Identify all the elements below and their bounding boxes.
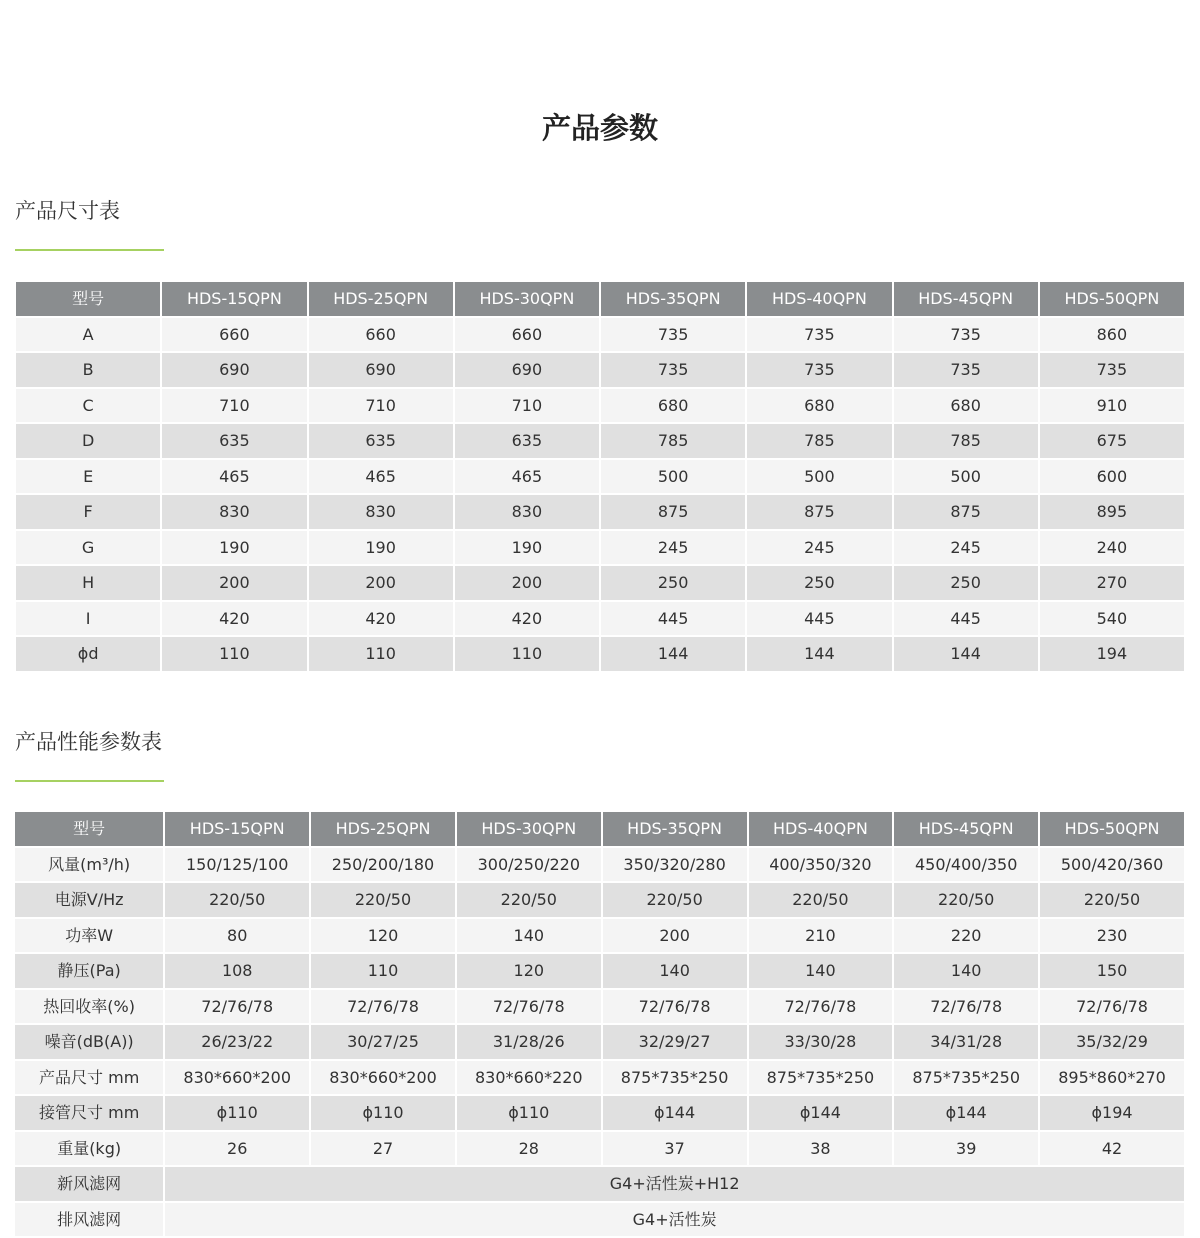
table-cell: 250 [747,566,891,600]
table-cell: 445 [894,602,1038,636]
table-cell: 110 [309,637,453,671]
table-cell: 190 [455,531,599,565]
table-cell: 200 [603,919,747,953]
row-label-cell: 新风滤网 [15,1167,163,1201]
table-cell: 72/76/78 [165,990,309,1024]
row-label-cell: ϕd [16,637,160,671]
table-cell: 37 [603,1132,747,1166]
table-cell: 230 [1040,919,1184,953]
table-cell: 32/29/27 [603,1025,747,1059]
header-cell: HDS-15QPN [162,282,306,316]
table-cell: 140 [749,954,893,988]
header-cell: HDS-50QPN [1040,282,1184,316]
table-cell: 540 [1040,602,1184,636]
table-cell: 500 [747,460,891,494]
table-cell: 680 [894,389,1038,423]
table-cell: 675 [1040,424,1184,458]
table-cell: 72/76/78 [749,990,893,1024]
table-cell: ϕ144 [894,1096,1038,1130]
table-cell: 120 [457,954,601,988]
table-row [16,566,1184,600]
row-label-cell: E [16,460,160,494]
row-label-cell: 风量(m³/h) [15,848,163,882]
table-row [15,1132,1184,1166]
table-cell: 110 [162,637,306,671]
table-cell: 150 [1040,954,1184,988]
table-cell: 735 [1040,353,1184,387]
header-cell: HDS-25QPN [309,282,453,316]
table-cell: 194 [1040,637,1184,671]
table-cell: 140 [457,919,601,953]
table-cell: 710 [455,389,599,423]
header-cell: HDS-50QPN [1040,812,1184,846]
table-cell: 875*735*250 [749,1061,893,1095]
section-title-dimensions: 产品尺寸表 [15,199,120,223]
table-cell: 140 [603,954,747,988]
table-cell: 830 [455,495,599,529]
table-cell: 420 [162,602,306,636]
table-cell: 690 [455,353,599,387]
table-row [16,460,1184,494]
row-label-cell: 排风滤网 [15,1203,163,1237]
table-cell: 875 [894,495,1038,529]
row-label-cell: 重量(kg) [15,1132,163,1166]
table-cell: 35/32/29 [1040,1025,1184,1059]
performance-table [13,810,1186,1238]
table-cell: 72/76/78 [311,990,455,1024]
table-cell: 31/28/26 [457,1025,601,1059]
table-cell: 710 [309,389,453,423]
table-cell: 34/31/28 [894,1025,1038,1059]
table-cell: 500 [894,460,1038,494]
table-row [15,1061,1184,1095]
table-row [15,1096,1184,1130]
table-cell: 910 [1040,389,1184,423]
table-cell: 200 [455,566,599,600]
table-cell: 220/50 [165,883,309,917]
table-cell: 895 [1040,495,1184,529]
table-row [16,424,1184,458]
section-title-performance: 产品性能参数表 [15,730,162,754]
table-cell: 445 [747,602,891,636]
table-cell: 220/50 [894,883,1038,917]
table-cell: ϕ110 [165,1096,309,1130]
table-cell: 33/30/28 [749,1025,893,1059]
dimensions-table [14,280,1186,673]
table-cell: 690 [309,353,453,387]
table-cell: 420 [455,602,599,636]
table-cell: 144 [747,637,891,671]
table-cell: 30/27/25 [311,1025,455,1059]
table-row [15,1025,1184,1059]
table-cell: 140 [894,954,1038,988]
table-cell: 200 [309,566,453,600]
row-label-cell: D [16,424,160,458]
table-cell: 830*660*200 [311,1061,455,1095]
table-row [16,495,1184,529]
section-underline-performance [15,780,164,782]
table-cell: 735 [894,353,1038,387]
table-cell: 785 [747,424,891,458]
table-cell: ϕ110 [457,1096,601,1130]
table-cell: 735 [747,318,891,352]
table-cell: 445 [601,602,745,636]
table-cell: 465 [162,460,306,494]
table-cell: 875 [601,495,745,529]
header-cell: HDS-30QPN [457,812,601,846]
table-cell: 465 [309,460,453,494]
table-cell: 710 [162,389,306,423]
table-cell: 72/76/78 [1040,990,1184,1024]
row-label-cell: 噪音(dB(A)) [15,1025,163,1059]
section-underline-dimensions [15,249,164,251]
table-cell: 270 [1040,566,1184,600]
table-cell: 72/76/78 [894,990,1038,1024]
table-cell: 190 [309,531,453,565]
table-cell: 42 [1040,1132,1184,1166]
table-cell: 830*660*220 [457,1061,601,1095]
row-label-cell: G [16,531,160,565]
header-cell: 型号 [16,282,160,316]
table-cell: 250/200/180 [311,848,455,882]
table-cell: 450/400/350 [894,848,1038,882]
table-cell: 144 [894,637,1038,671]
header-cell: HDS-45QPN [894,812,1038,846]
table-cell: 220/50 [1040,883,1184,917]
table-row [15,883,1184,917]
page-title: 产品参数 [541,111,658,145]
table-cell: 500/420/360 [1040,848,1184,882]
table-cell: 220 [894,919,1038,953]
row-label-cell: B [16,353,160,387]
row-label-cell: C [16,389,160,423]
table-cell: ϕ194 [1040,1096,1184,1130]
table-cell: 110 [311,954,455,988]
table-cell: 680 [747,389,891,423]
table-cell: 660 [309,318,453,352]
table-cell: ϕ144 [749,1096,893,1130]
table-row [15,848,1184,882]
row-label-cell: A [16,318,160,352]
table-row [16,637,1184,671]
table-cell: 500 [601,460,745,494]
table-row [16,531,1184,565]
table-cell: 735 [601,318,745,352]
table-row [15,990,1184,1024]
table-row [16,602,1184,636]
table-cell: 250 [894,566,1038,600]
table-cell: 27 [311,1132,455,1166]
table-cell: 690 [162,353,306,387]
table-cell: 400/350/320 [749,848,893,882]
table-row-merged [15,1203,1184,1237]
table-cell: 860 [1040,318,1184,352]
table-cell: 875*735*250 [894,1061,1038,1095]
table-cell: 875*735*250 [603,1061,747,1095]
table-cell: 600 [1040,460,1184,494]
header-cell: HDS-15QPN [165,812,309,846]
header-cell: HDS-40QPN [749,812,893,846]
table-cell: 785 [894,424,1038,458]
table-row [16,318,1184,352]
table-cell: 660 [455,318,599,352]
table-row-merged [15,1167,1184,1201]
table-cell: 350/320/280 [603,848,747,882]
table-cell: 39 [894,1132,1038,1166]
row-label-cell: I [16,602,160,636]
table-cell: 72/76/78 [457,990,601,1024]
table-cell: 245 [894,531,1038,565]
table-cell: 190 [162,531,306,565]
table-cell: 80 [165,919,309,953]
table-cell: 420 [309,602,453,636]
table-cell: 110 [455,637,599,671]
table-cell: ϕ110 [311,1096,455,1130]
table-cell: 895*860*270 [1040,1061,1184,1095]
table-cell: 680 [601,389,745,423]
table-row [16,353,1184,387]
header-cell: HDS-45QPN [894,282,1038,316]
header-cell: HDS-35QPN [601,282,745,316]
table-cell: 245 [747,531,891,565]
table-cell: 220/50 [457,883,601,917]
table-cell: 150/125/100 [165,848,309,882]
merged-value-cell: G4+活性炭+H12 [165,1167,1184,1201]
table-cell: 72/76/78 [603,990,747,1024]
table-cell: 250 [601,566,745,600]
header-cell: HDS-30QPN [455,282,599,316]
table-header-row [16,282,1184,316]
table-cell: 245 [601,531,745,565]
table-cell: 26 [165,1132,309,1166]
row-label-cell: 电源V/Hz [15,883,163,917]
table-cell: 38 [749,1132,893,1166]
table-cell: 785 [601,424,745,458]
table-cell: 830*660*200 [165,1061,309,1095]
table-cell: ϕ144 [603,1096,747,1130]
row-label-cell: 静压(Pa) [15,954,163,988]
header-cell: HDS-25QPN [311,812,455,846]
table-cell: 144 [601,637,745,671]
table-cell: 210 [749,919,893,953]
table-cell: 735 [601,353,745,387]
table-cell: 735 [894,318,1038,352]
table-cell: 830 [309,495,453,529]
table-cell: 300/250/220 [457,848,601,882]
row-label-cell: 功率W [15,919,163,953]
table-cell: 635 [162,424,306,458]
table-cell: 635 [309,424,453,458]
table-cell: 830 [162,495,306,529]
table-row [15,919,1184,953]
table-cell: 200 [162,566,306,600]
table-cell: 635 [455,424,599,458]
header-cell: HDS-35QPN [603,812,747,846]
header-cell: HDS-40QPN [747,282,891,316]
row-label-cell: H [16,566,160,600]
row-label-cell: F [16,495,160,529]
table-cell: 465 [455,460,599,494]
table-cell: 220/50 [749,883,893,917]
table-cell: 120 [311,919,455,953]
table-cell: 28 [457,1132,601,1166]
table-header-row [15,812,1184,846]
row-label-cell: 热回收率(%) [15,990,163,1024]
table-cell: 735 [747,353,891,387]
table-row [15,954,1184,988]
table-cell: 26/23/22 [165,1025,309,1059]
table-cell: 240 [1040,531,1184,565]
table-cell: 660 [162,318,306,352]
row-label-cell: 产品尺寸 mm [15,1061,163,1095]
header-cell: 型号 [15,812,163,846]
row-label-cell: 接管尺寸 mm [15,1096,163,1130]
table-cell: 875 [747,495,891,529]
table-cell: 220/50 [603,883,747,917]
table-cell: 108 [165,954,309,988]
table-row [16,389,1184,423]
table-cell: 220/50 [311,883,455,917]
merged-value-cell: G4+活性炭 [165,1203,1184,1237]
